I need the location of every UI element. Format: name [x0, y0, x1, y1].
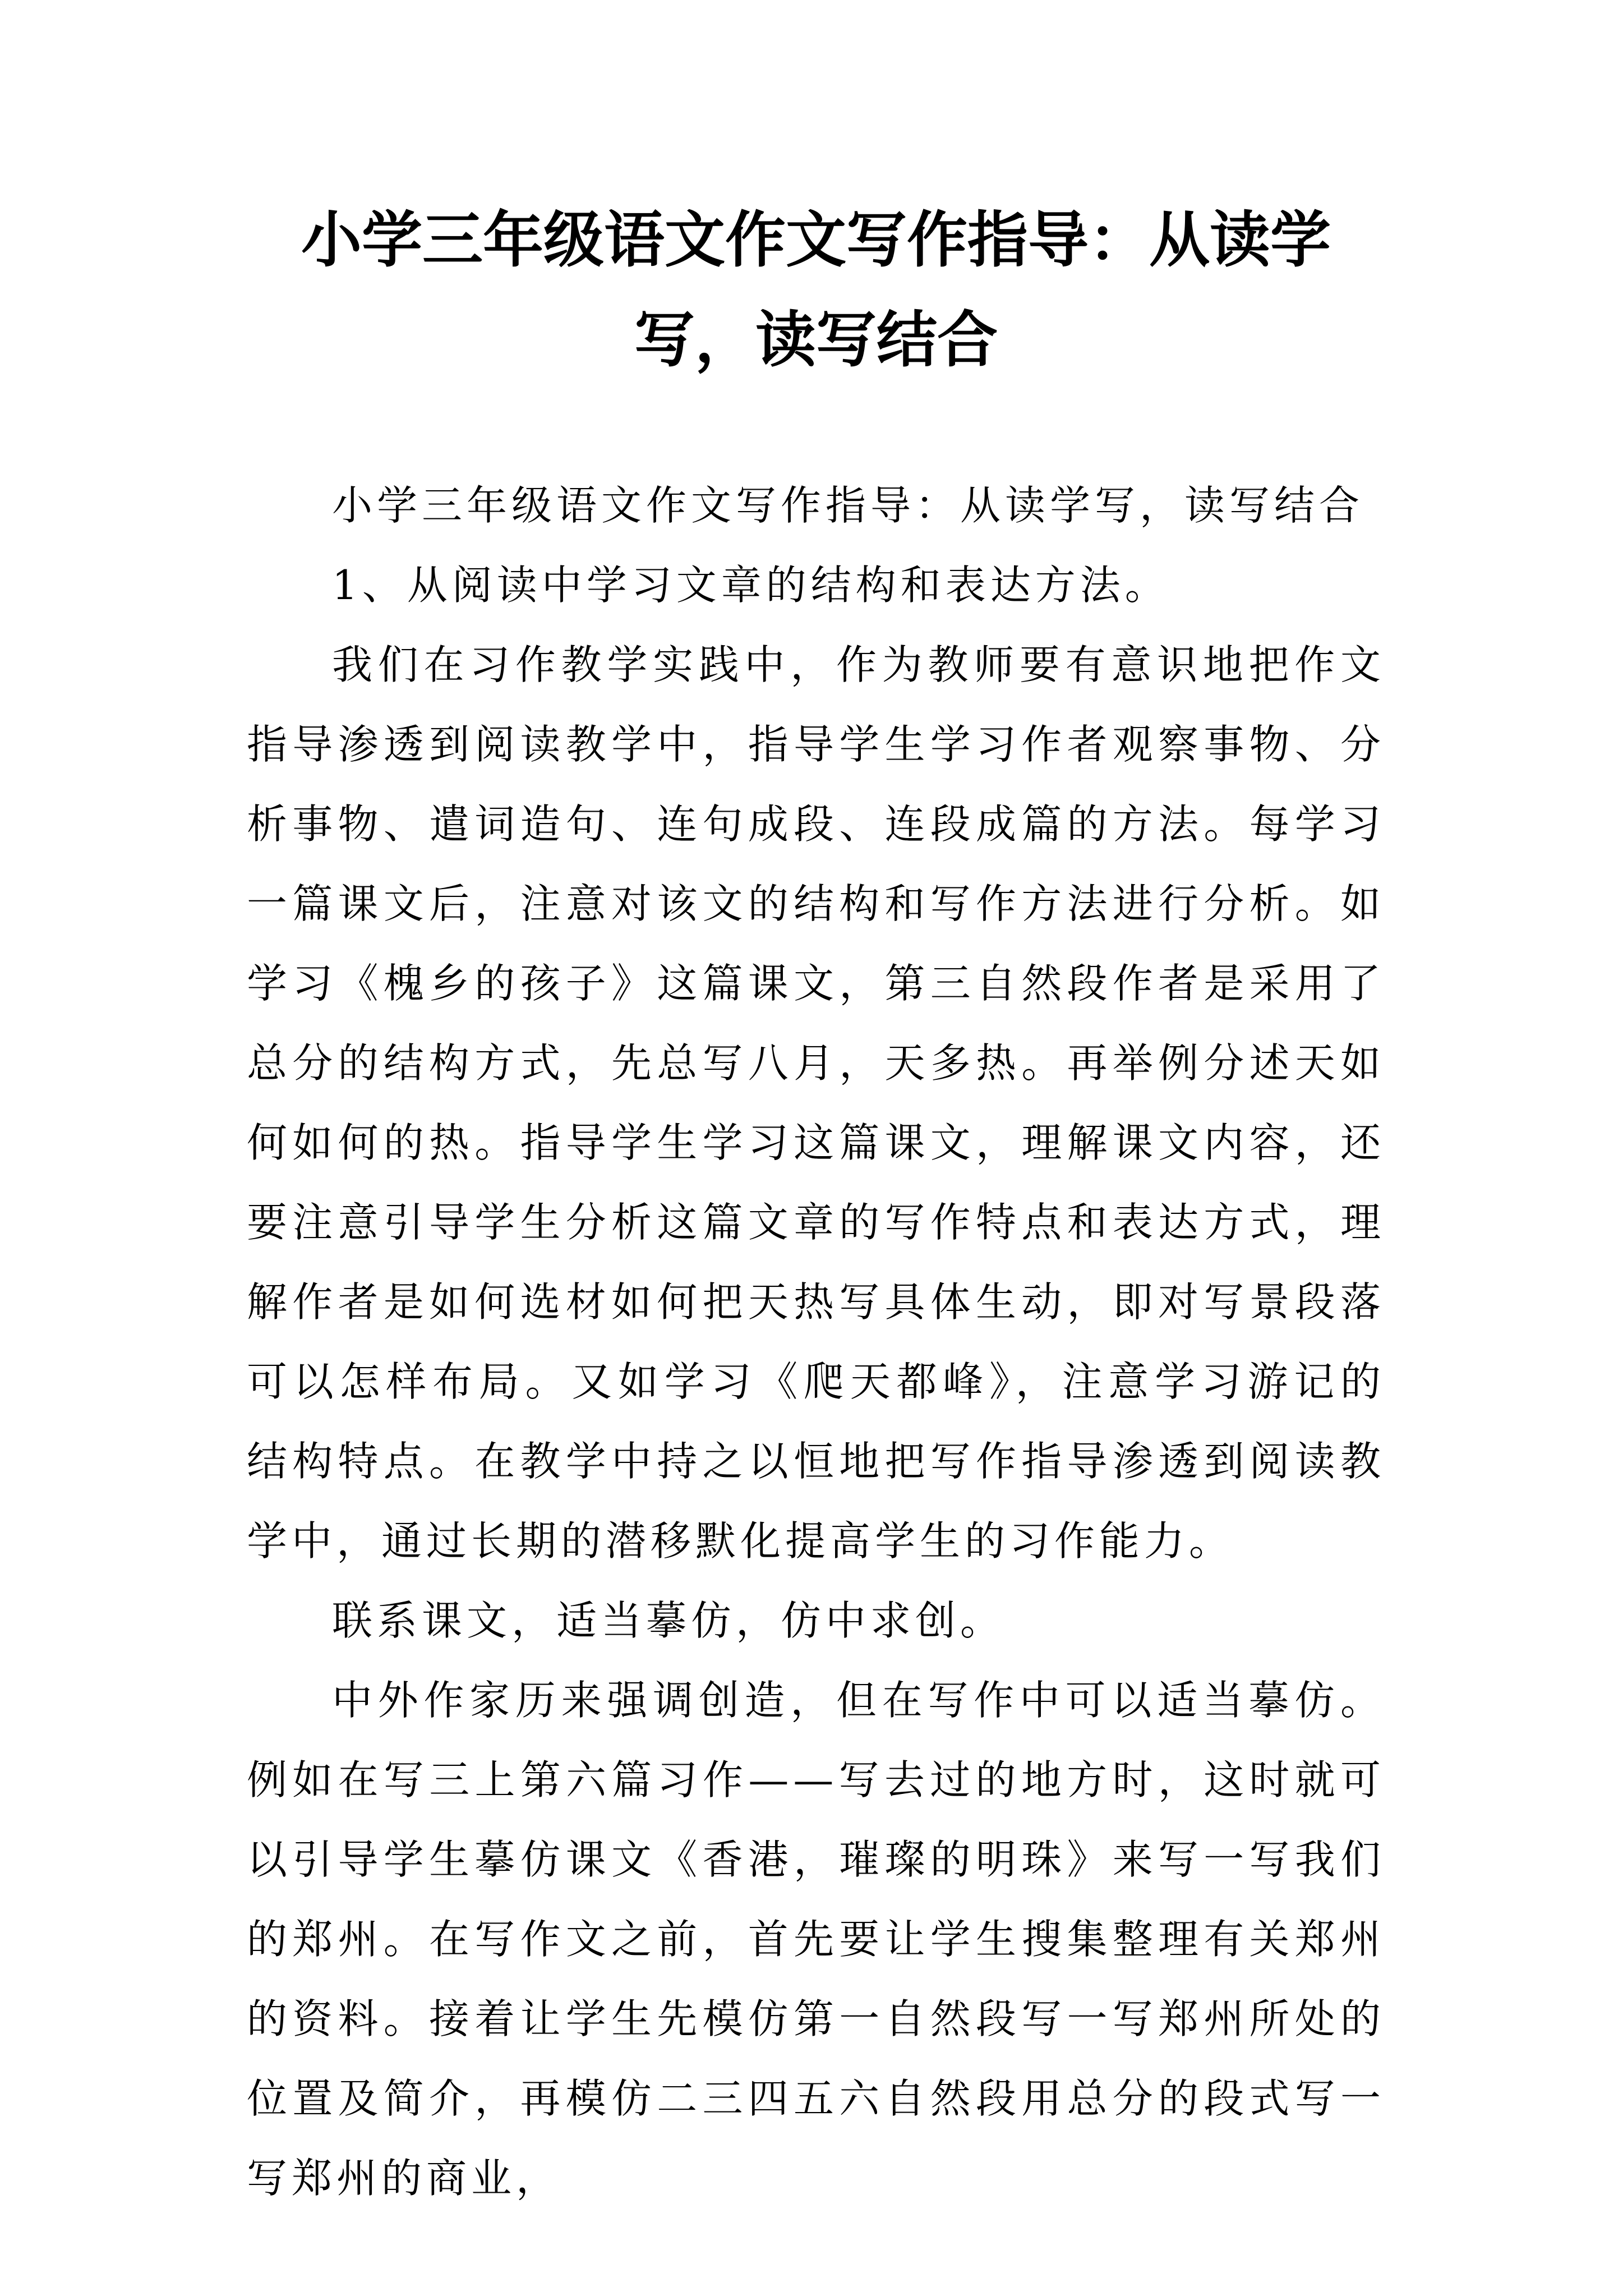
paragraph-imitation-example: 中外作家历来强调创造，但在写作中可以适当摹仿。例如在写三上第六篇习作——写去过的地方时，这时就可以引导学生摹仿课文《香港，璀璨的明珠》来写一写我们的郑州。在写作文之前，首先要让学生搜集整理有关郑州的资料。接着让学生先模仿第一自然段写一写郑州所处的位置及简介，再模仿二三四五六自然段用总分的段式写一写郑州的商业， [247, 1677, 1385, 2202]
paragraph-reading-guidance: 我们在习作教学实践中，作为教师要有意识地把作文指导渗透到阅读教学中，指导学生学习作者观察事物、分析事物、遣词造句、连句成段、连段成篇的方法。每学习一篇课文后，注意对该文的结构和写作方法进行分析。如学习《槐乡的孩子》这篇课文，第三自然段作者是采用了总分的结构方式，先总写八月，天多热。再举例分述天如何如何的热。指导学生学习这篇课文，理解课文内容，还要注意引导学生分析这篇文章的写作特点和表达方式，理解作者是如何选材如何把天热写具体生动，即对写景段落可以怎样布局。又如学习《爬天都峰》，注意学习游记的结构特点。在教学中持之以恒地把写作指导渗透到阅读教学中，通过长期的潜移默化提高学生的习作能力。 [247, 641, 1385, 1565]
paragraph-section-1: 1、从阅读中学习文章的结构和表达方法。 [332, 562, 1170, 609]
paragraph-subtitle: 小学三年级语文作文写作指导：从读学写，读写结合 [332, 482, 1364, 529]
paragraph-imitation-heading: 联系课文，适当摹仿，仿中求创。 [332, 1597, 1006, 1644]
document-body [247, 466, 1385, 2218]
document-title: 小学三年级语文作文写作指导：从读学写，读写结合 [301, 205, 1331, 375]
